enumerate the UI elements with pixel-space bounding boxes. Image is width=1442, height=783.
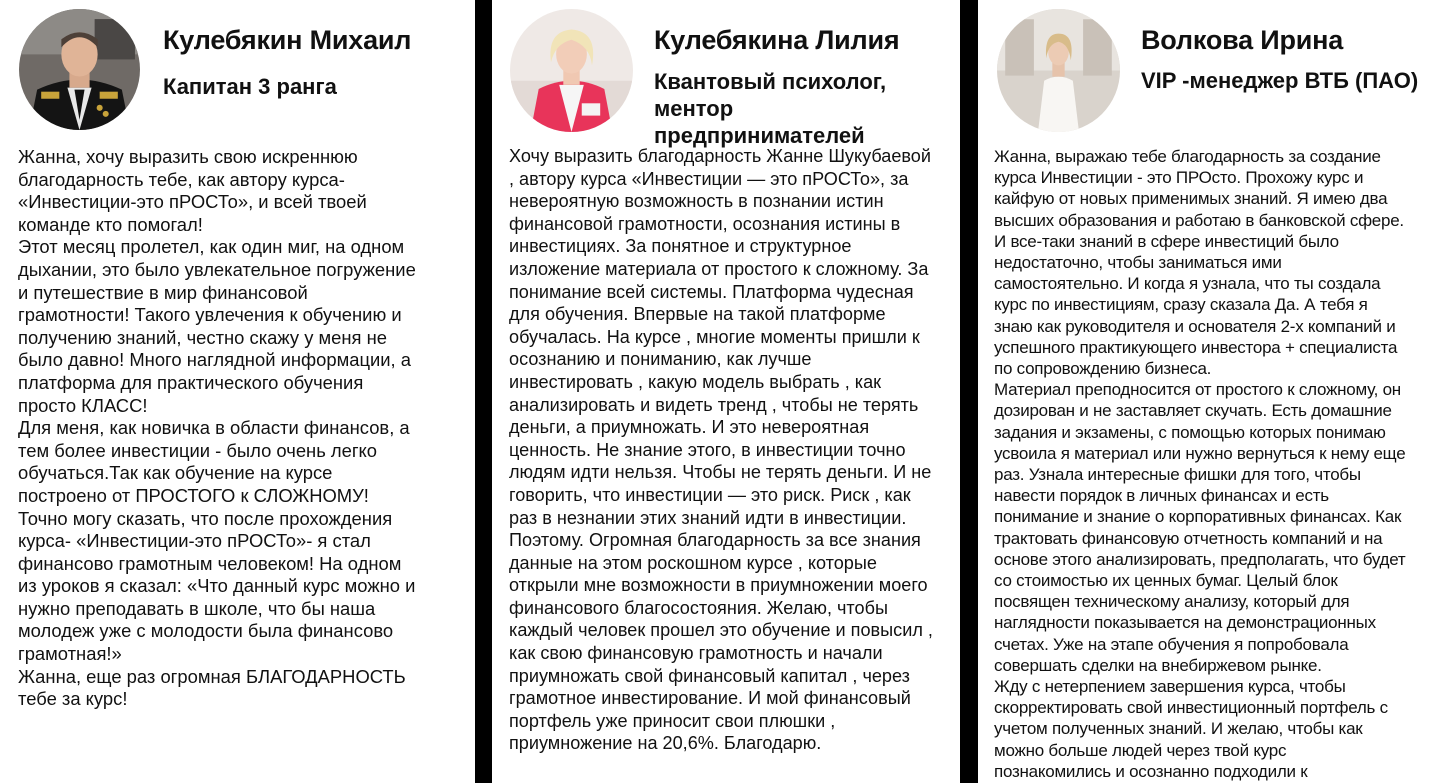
avatar <box>19 9 140 130</box>
review-text: Жанна, выражаю тебе благодарность за создание курса Инвестиции - это ПРОсто. Прохожу курс и кайфую от новых применимых знаний. Я имею два высших образования и работаю в банковской сфере. И все-таки знаний в сфере инвестиций было недостаточно, чтобы заниматься ими самостоятельно. И когда я узнала, что ты создала курс по инвестициям, сразу сказала Да. А тебя я знаю как руководителя и основателя 2-х компаний и успешного практикующего инвестора + специалиста по сопровождению бизнеса. Материал преподносится от простого к сложному, он дозирован и не заставляет скучать. Есть домашние задания и экзамены, с помощью которых понимаю усвоила я материал или нужно вернуться к нему еще раз. Узнала интересные фишки для того, чтобы навести порядок в личных финансах и есть понимание и знание о корпоративных финансах. Как трактовать финансовую отчетность компаний и на основe этого анализировать, предполагать, что будет со стоимостью их ценных бумаг. Целый блок посвящен техническому анализу, который для наглядности показывается на демонстрационных счетах. Уже на этапе обучения я попробовала совершать сделки на внебиржевом рынке. Жду с нетерпением завершения курса, чтобы скорректировать свой инвестиционный портфель с учетом полученных знаний. И желаю, чтобы как можно больше людей через твой курс познакомились и осознанно подходили к <box>994 147 1406 781</box>
reviewer-name: Волкова Ирина <box>1141 25 1344 55</box>
avatar-photo-naval-officer <box>19 9 140 130</box>
avatar <box>510 9 633 132</box>
review-text: Жанна, хочу выразить свою искреннюю благодарность тебе, как автору курса- «Инвестиции-это пРОСТо», и всей твоей команде кто помогал! Этот месяц пролетел, как один миг, на одном дыхании, это было увлекательное погружение и путешествие в мир финансовой грамотности! Такого увлечения к обучению и получению знаний, честно скажу у меня не было давно! Много наглядной информации, а платформа для практического обучения просто КЛАСС! Для меня, как новичка в области финансов, а тем более инвестиции - было очень легко обучаться.Так как обучение на курсе построено от ПРОСТОГО к СЛОЖНОМУ! Точно могу сказать, что после прохождения курса- «Инвестиции-это пРОСТо»- я стал финансово грамотным человеком! На одном из уроков я сказал: «Что данный курс можно и нужно преподавать в школе, что бы наша молодеж уже с молодости была финансово грамотная!» Жанна, еще раз огромная БЛАГОДАРНОСТЬ тебе за курс! <box>18 146 416 710</box>
avatar-photo-woman-pink-jacket <box>510 9 633 132</box>
review-card-kulebyakina-liliya <box>492 0 960 783</box>
review-text: Хочу выразить благодарность Жанне Шукубаевой , автору курса «Инвестиции — это пРОСТо», за невероятную возможность в познании истин финансовой грамотности, осознания истины в инвестициях. За понятное и структурное изложение материала от простого к сложному. За понимание всей системы. Платформа чудесная для обучения. Впервые на такой платформе обучалась. На курсе , многие моменты пришли к осознанию и пониманию, как лучше инвестировать , какую модель выбрать , как анализировать и видеть тренд , чтобы не терять деньги, а приумножать. И это невероятная ценность. Не знание этого, в инвестиции точно людям идти нельзя. Чтобы не терять деньги. И не говорить, что инвестиции — это риск. Риск , как раз в незнании этих знаний идти в инвестиции. Поэтому. Огромная благодарность за все знания данные на этом роскошном курсе , которые открыли мне возможности в приумножении моего финансового благосостояния. Желаю, чтобы каждый человек прошел это обучение и повысил , как свою финансовую грамотность и начали приумножать свой финансовый капитал , через грамотное инвестирование. И мой финансовый портфель уже приносит свои плюшки , приумножение на 20,6%. Благодарю. <box>509 146 933 754</box>
reviewer-title: VIP -менеджер ВТБ (ПАО) <box>1141 68 1419 93</box>
review-card-volkova-irina <box>978 0 1442 783</box>
avatar <box>997 9 1120 132</box>
reviewer-name: Кулебякин Михаил <box>163 25 412 55</box>
reviewer-title: Квантовый психолог, ментор предпринимателей <box>654 69 887 148</box>
review-card-kulebyakin-mikhail <box>0 0 475 783</box>
avatar-photo-woman-white-suit <box>997 9 1120 132</box>
reviewer-name: Кулебякина Лилия <box>654 25 900 55</box>
reviewer-title: Капитан 3 ранга <box>163 74 337 99</box>
